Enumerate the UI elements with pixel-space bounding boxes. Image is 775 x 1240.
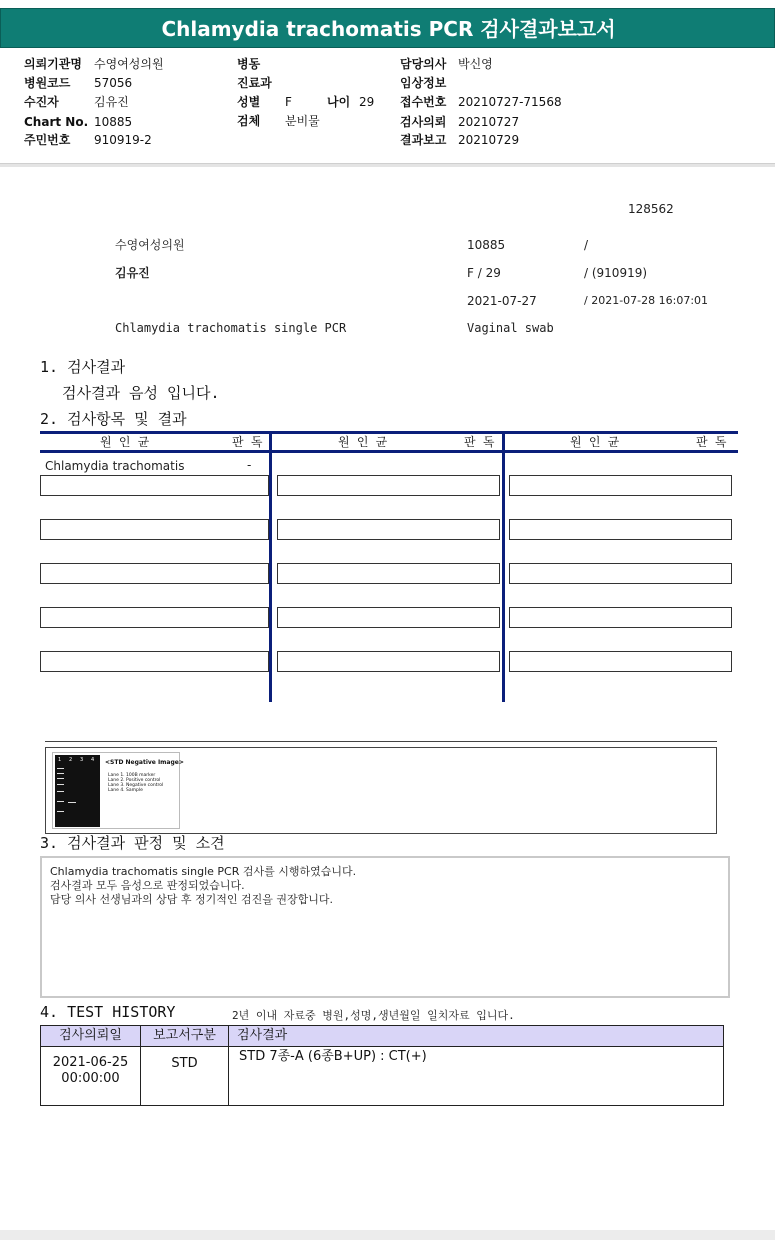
- gel-lane-desc: Lane 2. Positive control: [108, 778, 161, 783]
- history-table: [40, 1025, 724, 1106]
- result-box: [277, 563, 500, 584]
- info-age-value: 29: [359, 95, 375, 109]
- info-clinical: [400, 75, 458, 91]
- info-dept: [237, 75, 285, 91]
- info-separator: [0, 163, 775, 167]
- summary-birth: / (910919): [584, 266, 648, 280]
- result-box: [277, 651, 500, 672]
- col2-pathogen-header: 원 인 균: [338, 435, 388, 449]
- gel-marker-band: [57, 778, 64, 779]
- info-sex-value: F: [285, 95, 292, 109]
- gel-positive-control-band: [68, 802, 76, 803]
- gel-caption-title: <STD Negative Image>: [105, 759, 184, 766]
- info-doctor-label: 담당의사: [400, 57, 447, 71]
- gel-lane-desc: Lane 3. Negative control: [108, 783, 164, 788]
- summary-chart: 10885: [467, 238, 506, 252]
- info-doctor-value: 박신영: [458, 57, 493, 71]
- gel-electrophoresis-image: [55, 755, 100, 827]
- gel-image-card: [52, 752, 184, 829]
- info-receipt-value: 20210727-71568: [458, 95, 562, 109]
- info-receipt: [400, 94, 562, 110]
- gel-top-rule: [45, 741, 717, 742]
- gel-lane-number: 3: [80, 757, 84, 763]
- gel-marker-band: [57, 773, 64, 774]
- history-note: 2년 이내 자료중 병원,성명,생년월일 일치자료 입니다.: [232, 1009, 515, 1022]
- info-rrn-label: 주민번호: [24, 133, 71, 147]
- col1-judge-header: 판 독: [232, 435, 263, 449]
- col3-pathogen-header: 원 인 균: [570, 435, 620, 449]
- info-institution-label: 의뢰기관명: [24, 57, 82, 71]
- summary-institution: 수영여성의원: [115, 238, 185, 252]
- gel-marker-band: [57, 801, 64, 802]
- summary-sex-age: F / 29: [467, 266, 501, 280]
- gel-lane-desc: Lane 4. Sample: [108, 788, 143, 793]
- gel-lane-number: 2: [69, 757, 73, 763]
- info-chart-value: 10885: [94, 115, 133, 129]
- info-chart: [24, 114, 132, 130]
- info-receipt-label: 접수번호: [400, 95, 447, 109]
- results-header-rule: [40, 450, 738, 453]
- info-patient-label: 수진자: [24, 95, 59, 109]
- gel-marker-band: [57, 768, 64, 769]
- history-row-result: STD 7종-A (6종B+UP) : CT(+): [239, 1049, 427, 1064]
- info-patient-value: 김유진: [94, 95, 129, 109]
- history-row-date: [41, 1047, 141, 1106]
- info-report: [400, 132, 519, 148]
- summary-specimen: Vaginal swab: [467, 321, 554, 335]
- col2-judge-header: 판 독: [464, 435, 495, 449]
- info-ward: [237, 56, 285, 72]
- remark-line: 검사결과 모두 음성으로 판정되었습니다.: [50, 879, 245, 892]
- result-box: [509, 563, 732, 584]
- history-row-date-value: 2021-06-25: [52, 1055, 129, 1070]
- section3-title: 3. 검사결과 판정 및 소견: [40, 834, 225, 852]
- result-box: [277, 475, 500, 496]
- results-top-rule: [40, 431, 738, 434]
- info-request: [400, 114, 519, 130]
- col3-judge-header: 판 독: [696, 435, 727, 449]
- result-row1-judgement: -: [247, 458, 252, 472]
- result-box: [509, 607, 732, 628]
- info-report-value: 20210729: [458, 133, 520, 147]
- section1-title: 1. 검사결과: [40, 358, 126, 376]
- info-institution-value: 수영여성의원: [94, 57, 164, 71]
- result-box: [509, 475, 732, 496]
- summary-slash: /: [584, 238, 589, 252]
- result-box: [277, 607, 500, 628]
- result-box: [509, 519, 732, 540]
- remark-line: 담당 의사 선생님과의 상담 후 정기적인 검진을 권장합니다.: [50, 893, 333, 906]
- summary-date-reported: / 2021-07-28 16:07:01: [584, 294, 709, 307]
- info-report-label: 결과보고: [400, 133, 447, 147]
- info-request-label: 검사의뢰: [400, 115, 447, 129]
- info-code-value: 57056: [94, 76, 133, 90]
- gel-lane-number: 4: [91, 757, 95, 763]
- info-specimen-value: 분비물: [285, 114, 320, 128]
- summary-test-name: Chlamydia trachomatis single PCR: [115, 321, 347, 335]
- info-doctor: [400, 56, 493, 72]
- history-header-result: 검사결과: [229, 1026, 723, 1047]
- section1-result-text: 검사결과 음성 입니다.: [62, 384, 220, 402]
- info-age-label: 나이: [327, 95, 351, 109]
- info-code-label: 병원코드: [24, 76, 71, 90]
- report-header-bar: [0, 8, 775, 48]
- remark-line: Chlamydia trachomatis single PCR 검사를 시행하였습니다.: [50, 865, 357, 878]
- results-col-divider-1: [269, 431, 272, 702]
- info-rrn-value: 910919-2: [94, 133, 152, 147]
- remarks-box: [40, 856, 730, 998]
- summary-id: 128562: [628, 202, 674, 216]
- summary-date-received: 2021-07-27: [467, 294, 537, 308]
- info-specimen: [237, 113, 320, 129]
- footer-bar: [0, 1230, 775, 1240]
- info-clinical-label: 임상정보: [400, 76, 447, 90]
- results-col-divider-2: [502, 431, 505, 702]
- gel-lane-desc: Lane 1. 100B marker: [108, 773, 156, 778]
- result-box: [509, 651, 732, 672]
- result-box: [40, 475, 269, 496]
- history-header-type: 보고서구분: [141, 1026, 229, 1047]
- summary-patient: 김유진: [115, 266, 150, 280]
- info-sex: [237, 94, 374, 110]
- info-sex-label: 성별: [237, 95, 261, 109]
- info-ward-label: 병동: [237, 57, 261, 71]
- history-row-type: STD: [141, 1047, 229, 1106]
- result-box: [40, 519, 269, 540]
- gel-marker-band: [57, 791, 64, 792]
- result-box: [40, 563, 269, 584]
- history-row-time-value: 00:00:00: [61, 1071, 120, 1086]
- result-row1-pathogen: Chlamydia trachomatis: [45, 459, 185, 473]
- info-patient: [24, 94, 129, 110]
- info-chart-label: Chart No.: [24, 115, 89, 129]
- info-dept-label: 진료과: [237, 76, 272, 90]
- section4-title: 4. TEST HISTORY: [40, 1003, 176, 1021]
- info-specimen-label: 검체: [237, 114, 261, 128]
- info-rrn: [24, 132, 152, 148]
- col1-pathogen-header: 원 인 균: [100, 435, 150, 449]
- gel-marker-band: [57, 784, 64, 785]
- result-box: [277, 519, 500, 540]
- history-header-date: 검사의뢰일: [41, 1026, 141, 1047]
- gel-lane-number: 1: [58, 757, 62, 763]
- section2-title: 2. 검사항목 및 결과: [40, 410, 187, 428]
- result-box: [40, 651, 269, 672]
- info-request-value: 20210727: [458, 115, 520, 129]
- info-code: [24, 75, 132, 91]
- gel-marker-band: [57, 811, 64, 812]
- report-title: Chlamydia trachomatis PCR 검사결과보고서: [161, 17, 616, 41]
- info-institution: [24, 56, 164, 72]
- result-box: [40, 607, 269, 628]
